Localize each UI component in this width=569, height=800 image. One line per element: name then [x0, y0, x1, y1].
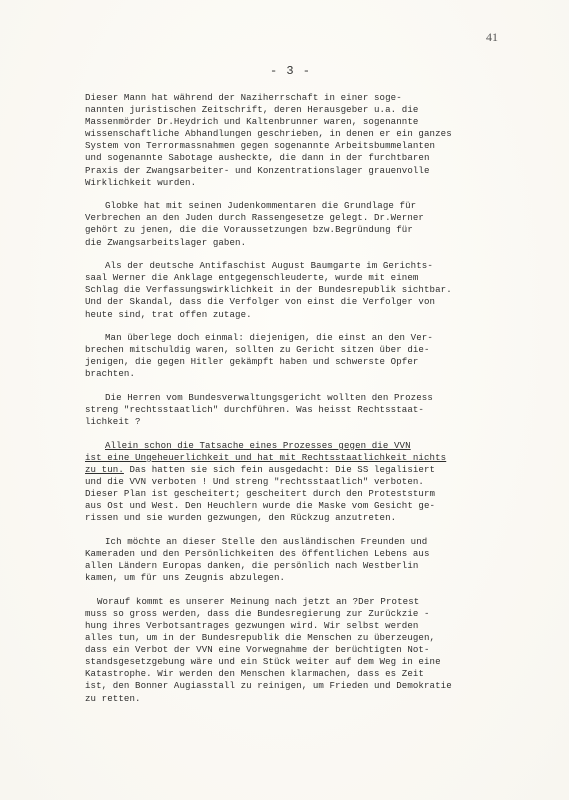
text-line: kamen, um für uns Zeugnis abzulegen.: [85, 572, 286, 584]
underlined-line: [85, 440, 505, 452]
text-line: Katastrophe. Wir werden den Menschen klarmachen, dass es Zeit: [85, 668, 424, 680]
underlined-line: [85, 452, 505, 464]
text-line: Dieser Plan ist gescheitert; gescheitert durch den Proteststurm: [85, 488, 436, 500]
text-line: wissenschaftliche Abhandlungen geschrieben, in denen er ein ganzes: [85, 128, 452, 140]
text-line: streng "rechtsstaatlich" durchführen. Was heisst Rechtsstaat-: [85, 404, 424, 416]
text-line: alles tun, um in der Bundesrepublik die Menschen zu überzeugen,: [85, 632, 436, 644]
underlined-text: zu tun.: [85, 463, 124, 475]
text-line: Die Herren vom Bundesverwaltungsgericht wollten den Prozess: [105, 391, 433, 403]
text-line: Worauf kommt es unserer Meinung nach jetzt an ?Der Protest: [97, 595, 420, 607]
text-line: System von Terrormassnahmen gegen sogenannte Arbeitsbummelanten: [85, 140, 436, 152]
paragraph-2: [85, 200, 505, 248]
text-line: Man überlege doch einmal: diejenigen, die einst an den Ver-: [105, 332, 433, 344]
paragraph-3: [85, 260, 505, 320]
text-line: aus Ost und West. Den Heuchlern wurde die Maske vom Gesicht ge-: [85, 500, 436, 512]
text-line: zu retten.: [85, 692, 141, 704]
folio-number: 41: [486, 30, 498, 44]
text-line: jenigen, die gegen Hitler gekämpft haben und schwerste Opfer: [85, 356, 419, 368]
text-line: heute sind, trat offen zutage.: [85, 308, 252, 320]
text-line: brachten.: [85, 368, 136, 380]
text-line: Wirklichkeit wurden.: [85, 176, 197, 188]
paragraph-6: [85, 440, 505, 525]
text-line: Ich möchte an dieser Stelle den ausländischen Freunden und: [105, 535, 428, 547]
text-line: Schlag die Verfassungswirklichkeit in der Bundesrepublik sichtbar.: [85, 284, 452, 296]
underlined-text: Allein schon die Tatsache eines Prozesses gegen die VVN: [105, 439, 411, 451]
text-line: ist, den Bonner Augiasstall zu reinigen, um Frieden und Demokratie: [85, 680, 452, 692]
page-number: - 3 -: [270, 64, 312, 78]
paragraph-8: [85, 596, 505, 705]
text-line: allen Ländern Europas danken, die persönlich nach Westberlin: [85, 560, 419, 572]
paragraph-5: [85, 392, 505, 428]
text-line: lichkeit ?: [85, 416, 141, 428]
text-line: dass ein Verbot der VVN eine Vorwegnahme der berüchtigten Not-: [85, 644, 430, 656]
text-line: brechen mitschuldig waren, sollten zu Gericht sitzen über die-: [85, 344, 430, 356]
text-line: gehört zu jenen, die die Voraussetzungen bzw.Begründung für: [85, 224, 413, 236]
text-line: Und der Skandal, dass die Verfolger von einst die Verfolger von: [85, 296, 436, 308]
text-line: [85, 464, 505, 476]
text-line: standsgesetzgebung wäre und ein Stück weiter auf dem Weg in eine: [85, 656, 441, 668]
text-line: Globke hat mit seinen Judenkommentaren die Grundlage für: [105, 200, 417, 212]
paragraph-7: [85, 536, 505, 584]
text-line: muss so gross werden, dass die Bundesregierung zur Zurückzie -: [85, 607, 430, 619]
text-line: nannten juristischen Zeitschrift, deren Herausgeber u.a. die: [85, 104, 419, 116]
text-line: Verbrechen an den Juden durch Rassengesetze gelegt. Dr.Werner: [85, 212, 424, 224]
text-line: Massenmörder Dr.Heydrich und Kaltenbrunner waren, sogenannte: [85, 116, 419, 128]
text-line: Dieser Mann hat während der Naziherrschaft in einer soge-: [85, 92, 402, 103]
text-line: rissen und sie wurden gezwungen, den Rückzug anzutreten.: [85, 512, 397, 524]
text-line: und sogenannte Sabotage ausheckte, die dann in der furchtbaren: [85, 152, 430, 164]
text-line: Kameraden und den Persönlichkeiten des öffentlichen Lebens aus: [85, 548, 430, 559]
body-text: [85, 92, 505, 716]
underlined-text: ist eine Ungeheuerlichkeit und hat mit Rechtsstaatlichkeit nichts: [85, 451, 447, 463]
line-continuation: Das hatten sie sich fein ausgedacht: Die SS legalisiert: [123, 463, 436, 475]
text-line: hung ihres Verbotsantrages gezwungen wird. Wir selbst werden: [85, 619, 419, 631]
text-line: Als der deutsche Antifaschist August Baumgarte im Gerichts-: [105, 260, 433, 272]
text-line: die Zwangsarbeitslager gaben.: [85, 236, 247, 248]
text-line: und die VVN verboten ! Und streng "rechtsstaatlich" verboten.: [85, 476, 424, 488]
paragraph-1: [85, 92, 505, 189]
paragraph-4: [85, 332, 505, 380]
text-line: Praxis der Zwangsarbeiter- und Konzentrationslager grauenvolle: [85, 164, 430, 176]
text-line: saal Werner die Anklage entgegenschleuderte, wurde mit einem: [85, 272, 419, 284]
